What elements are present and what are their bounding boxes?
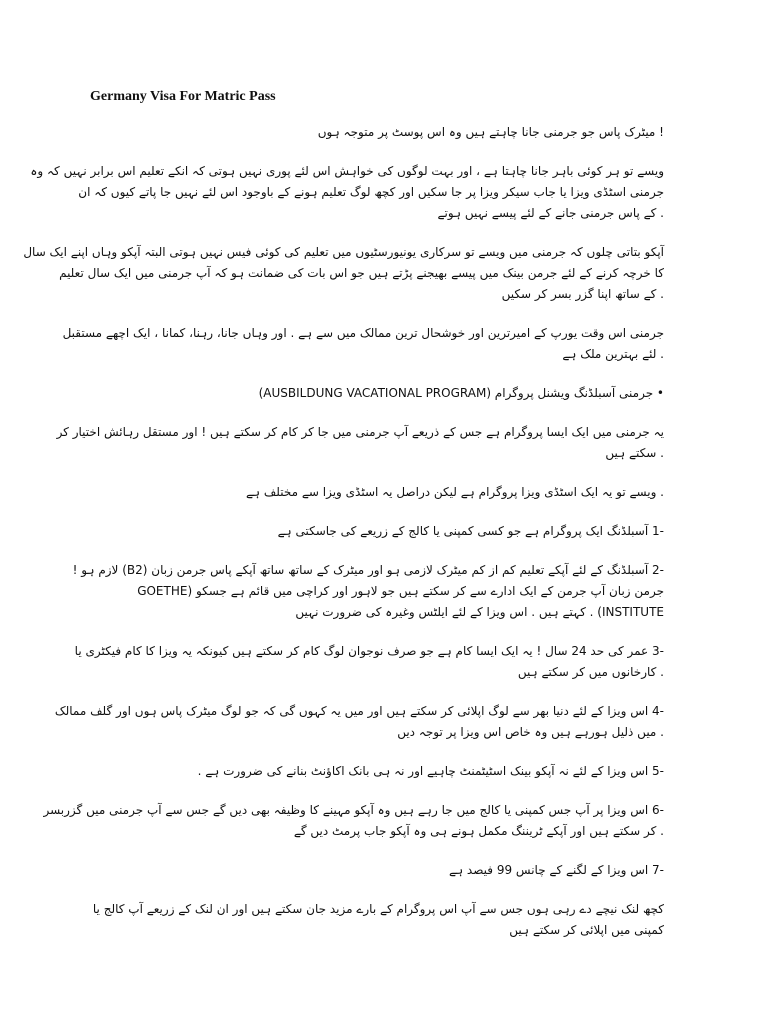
text-line: . کارخانوں میں کر سکتے ہیں	[517, 665, 664, 679]
text-line: -1 آسبلڈنگ ایک پروگرام ہے جو کسی کمپنی یا کالج کے زریعے کی جاسکتی ہے	[277, 524, 664, 538]
paragraph	[54, 701, 664, 743]
text-line: کا خرچہ کرنے کے لئے جرمن بینک میں پیسے بھیجنے پڑتے ہیں جو اس بات کی ضمانت ہو کہ آپ جرمنی میں ایک سال تعلیم	[59, 266, 664, 280]
paragraph	[90, 383, 664, 404]
paragraph	[90, 899, 664, 941]
text-line: کچھ لنک نیچے دے رہی ہوں جس سے آپ اس پروگرام کے بارے مزید جان سکتے ہیں اور ان لنک کے زریعے آپ کالج یا	[92, 902, 664, 916]
text-line: . لئے بہترین ملک ہے	[562, 347, 664, 361]
paragraph	[90, 521, 664, 542]
text-line: جرمنی اسٹڈی ویزا یا جاب سیکر ویزا پر جا سکیں اور کچھ لوگ تعلیم ہونے کے باوجود اس لئے نہیں جا پاتے کیوں کہ ان	[78, 185, 664, 199]
document-page	[23, 88, 664, 959]
text-line: • جرمنی آسبلڈنگ ویشنل پروگرام (AUSBILDUNG VACATIONAL PROGRAM)	[258, 386, 664, 400]
text-line: -6 اس ویزا پر آپ جس کمپنی یا کالج میں جا رہے ہیں وہ آپکو مہینے کا وظیفہ بھی دیں گے جس سے آپ جرمنی میں گزربسر	[43, 803, 664, 817]
paragraph	[74, 641, 664, 683]
text-line: -4 اس ویزا کے لئے دنیا بھر سے لوگ اپلائی کر سکتے ہیں اور میں یہ کہوں گی کہ جو لوگ میٹرک پاس ہوں اور گلف ممالک	[54, 704, 664, 718]
text-line: جرمنی اس وقت یورپ کے امیرترین اور خوشحال ترین ممالک میں سے ہے . اور وہاں جانا، رہنا، کمانا ، ایک اچھے مستقبل	[62, 326, 664, 340]
paragraph	[72, 560, 664, 623]
text-line: . میں ذلیل ہورہے ہیں وہ خاص اس ویزا پر توجہ دیں	[397, 725, 664, 739]
text-line: . ویسے تو یہ ایک اسٹڈی ویزا پروگرام ہے لیکن دراصل یہ اسٹڈی ویزا سے مختلف ہے	[245, 485, 664, 499]
text-line: کمپنی میں اپلائی کر سکتے ہیں	[509, 923, 664, 937]
paragraph	[62, 323, 664, 365]
text-line: -5 اس ویزا کے لئے نہ آپکو بینک اسٹیٹمنٹ چاہیے اور نہ ہی بانک اکاؤنٹ بنانے کی ضرورت ہے .	[197, 764, 664, 778]
document-title: Germany Visa For Matric Pass	[90, 89, 276, 104]
paragraph	[30, 161, 664, 224]
text-line: جرمن زبان آپ جرمن کے ایک ادارے سے کر سکتے ہیں جو لاہور اور کراچی میں قائم ہے جسکو (GOETHE	[137, 584, 664, 598]
paragraph	[90, 860, 664, 881]
text-line: . کے پاس جرمنی جانے کے لئے پیسے نہیں ہوتے	[437, 206, 664, 220]
text-line: ویسے تو ہر کوئی باہر جانا چاہتا ہے ، اور بہت لوگوں کی خواہش اس لئے پوری نہیں ہوتی کہ انکے تعلیم اس برابر نہیں کہ وہ	[30, 164, 664, 178]
text-line: . کے ساتھ اپنا گزر بسر کر سکیں	[501, 287, 664, 301]
paragraph	[43, 800, 664, 842]
text-line: . سکتے ہیں	[605, 446, 664, 460]
text-line: یہ جرمنی میں ایک ایسا پروگرام ہے جس کے ذریعے آپ جرمنی میں جا کر کام کر سکتے ہیں ! اور مستقل رہائش اختیار کر	[56, 425, 664, 439]
text-line: INSTITUTE) . کہتے ہیں . اس ویزا کے لئے ایلٹس وغیرہ کی ضرورت نہیں	[295, 605, 664, 619]
text-line: -7 اس ویزا کے لگنے کے چانس 99 فیصد ہے	[449, 863, 664, 877]
text-line: -3 عمر کی حد 24 سال ! یہ ایک ایسا کام ہے جو صرف نوجوان لوگ کام کر سکتے ہیں کیونکہ یہ ویزا کا کام فیکٹری یا	[74, 644, 664, 658]
text-line: -2 آسبلڈنگ کے لئے آپکے تعلیم کم از کم میٹرک لازمی ہو اور میٹرک کے ساتھ ساتھ آپکے پاس جرمن زبان (B2) لازم ہو !	[72, 563, 664, 577]
text-line: ! میٹرک پاس جو جرمنی جانا چاہتے ہیں وہ اس پوسٹ پر متوجہ ہوں	[317, 125, 664, 139]
text-line: . کر سکتے ہیں اور آپکے ٹریننگ مکمل ہونے ہی وہ آپکو جاب پرمٹ دیں گے	[293, 824, 664, 838]
document-body	[23, 122, 664, 941]
paragraph	[90, 122, 664, 143]
paragraph	[23, 242, 664, 305]
text-line: آپکو بتاتی چلوں کہ جرمنی میں ویسے تو سرکاری یونیورسٹیوں میں تعلیم کی کوئی فیس نہیں ہوتی البتہ آپکو وہاں اپنے ایک سال	[23, 245, 664, 259]
paragraph	[56, 422, 664, 464]
paragraph	[90, 761, 664, 782]
paragraph	[90, 482, 664, 503]
